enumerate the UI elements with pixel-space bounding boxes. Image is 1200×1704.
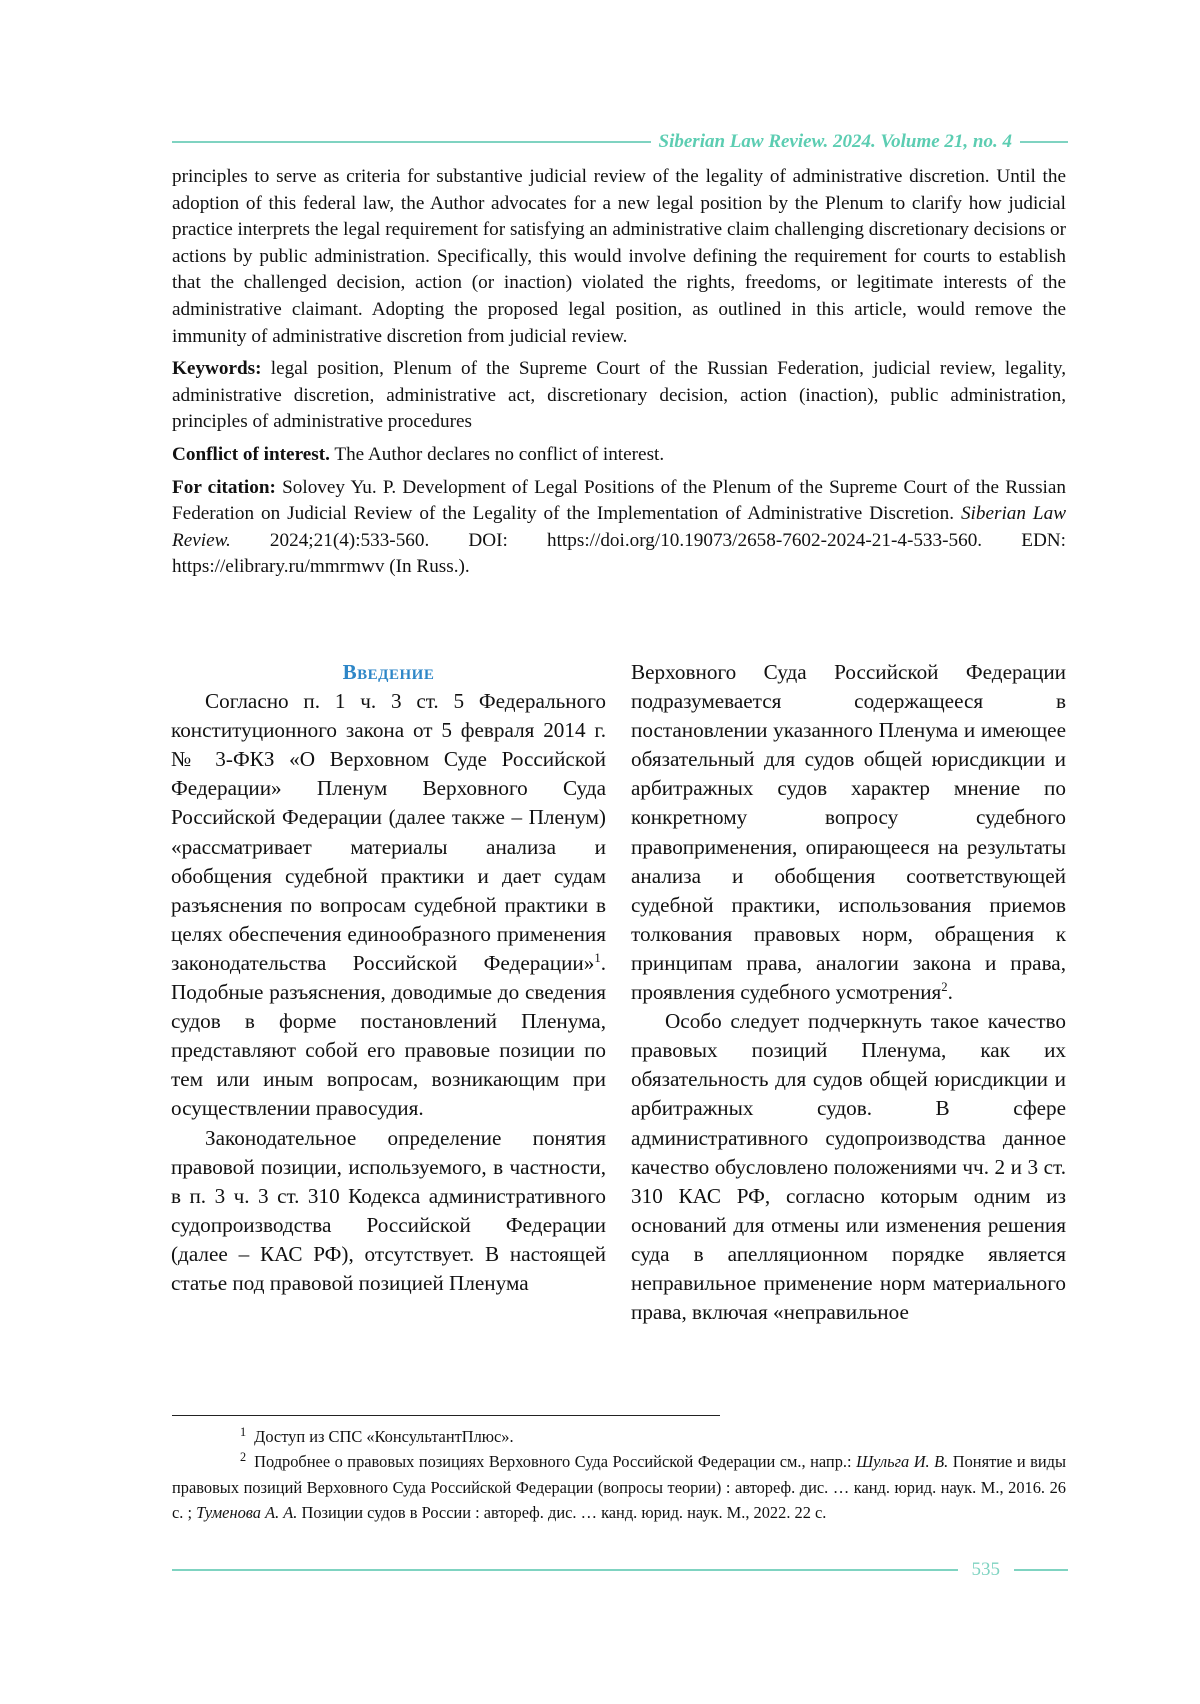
footnote-text: Позиции судов в России : автореф. дис. … канд. юрид. наук. М., 2022. 22 с. [297, 1503, 827, 1523]
footnote-divider [172, 1415, 720, 1416]
footnote-author: Туменова А. А. [196, 1503, 298, 1523]
right-paragraph-1: Верховного Суда Российской Федерации подразумевается содержащееся в постановлении указанного Пленума и имеющее обязательный для судов общей юрисдикции и арбитражных судов характер мнение по конкретному вопросу судебного правоприменения, опирающееся на результаты анализа и обобщения соответствующей судебной практики, использования приемов толкования правовых норм, обращения к принципам права, аналогии закона и права, проявления судебного усмотрения [631, 660, 1066, 1005]
left-column [171, 658, 606, 1298]
right-paragraph-1-tail: . [947, 980, 953, 1005]
abstract-block [172, 164, 1066, 581]
header-rule-left [172, 141, 651, 143]
footnote-text: Понятие и виды правовых позиций Верховного Суда Российской Федерации (вопросы теории) : автореф. дис. … канд. юрид. наук. М., 2016. 26 с. ; [172, 1452, 1066, 1523]
keywords [172, 356, 1066, 436]
left-paragraph-1: Согласно п. 1 ч. 3 ст. 5 Федерального конституционного закона от 5 февраля 2014 г. № 3-ФКЗ «О Верховном Суде Российской Федерации» Пленум Верховного Суда Российской Федерации (далее также – Пленум) «рассматривает материалы анализа и обобщения судебной практики и дает судам разъяснения по вопросам судебной практики в целях обеспечения единообразного применения законодательства Российской Федерации» [171, 689, 606, 975]
footnote-author: Шульга И. В. [856, 1452, 949, 1472]
citation-label: For citation: [172, 476, 276, 498]
paragraph [631, 658, 1066, 1007]
left-paragraph-2: Законодательное определение понятия правовой позиции, используемого, в частности, в п. 3 ч. 3 ст. 310 Кодекса административного судопроизводства Российской Федерации (далее – КАС РФ), отсутствует. В настоящей статье под правовой позицией Пленума [171, 1125, 606, 1295]
citation-journal: Siberian Law Review. [172, 503, 1066, 551]
footnote-ref-1[interactable]: 1 [594, 950, 601, 965]
journal-title: Siberian Law Review. 2024. Volume 21, no. 4 [658, 131, 1012, 152]
left-paragraph-1-tail: . Подобные разъяснения, доводимые до сведения судов в форме постановлений Пленума, представляют собой его правовые позиции по тем или иным вопросам, возникающим при осуществлении правосудия. [171, 950, 606, 1121]
abstract-text: principles to serve as criteria for substantive judicial review of the legality of administrative discretion. Until the adoption of this federal law, the Author advocates for a new legal position by the Plenum to clarify how judicial practice interprets the legal requirement for satisfying an administrative claim challenging discretionary decisions or actions by public administration. Specifically, this would involve defining the requirement for courts to establish that the challenged decision, action (or inaction) violated the rights, freedoms, or legitimate interests of the administrative claimant. Adopting the proposed legal position, as outlined in this article, would remove the immunity of administrative discretion from judicial review. [172, 166, 1066, 347]
footnotes [172, 1424, 1066, 1526]
right-paragraph-2: Особо следует подчеркнуть такое качество правовых позиций Пленума, как их обязательность для судов общей юрисдикции и арбитражных судов. В сфере административного судопроизводства данное качество обусловлено положениями чч. 2 и 3 ст. 310 КАС РФ, согласно которым одним из оснований для отмены или изменения решения суда в апелляционном порядке является неправильное применение норм материального права, включая «неправильное [631, 1009, 1066, 1325]
running-header [172, 128, 1068, 156]
page-number: 535 [971, 1559, 1000, 1580]
section-title: Введение [342, 660, 435, 684]
header-rule-right [1020, 141, 1068, 143]
footer-rule-left [172, 1569, 958, 1571]
conflict-of-interest [172, 442, 1066, 469]
keywords-label: Keywords: [172, 358, 262, 380]
right-column [631, 658, 1066, 1327]
citation-text-1: Solovey Yu. P. Development of Legal Positions of the Plenum of the Supreme Court of the Russian Federation on Judicial Review of the Legality of the Implementation of Administrative Discretion. [172, 476, 1066, 525]
footnote-2: 2 Подробнее о правовых позициях Верховного Суда Российской Федерации см., напр.: Шульга И. В. Понятие и виды правовых позиций Верховного Суда Российской Федерации (вопросы теории) : автореф. дис. … канд. юрид. наук. М., 2016. 26 с. ; Туменова А. А. Позиции судов в России : автореф. дис. … канд. юрид. наук. М., 2022. 22 с. [172, 1449, 1066, 1523]
footnote-text: Доступ из СПС «КонсультантПлюс». [254, 1427, 514, 1446]
citation-text-2: 2024;21(4):533-560. DOI: https://doi.org/10.19073/2658-7602-2024-21-4-533-560. EDN: https://elibrary.ru/mmrmwv (In Russ.). [172, 529, 1066, 578]
footnote-1: 1 Доступ из СПС «КонсультантПлюс». [240, 1424, 514, 1446]
paragraph [171, 687, 606, 1123]
footnote-ref-2[interactable]: 2 [941, 979, 948, 994]
footnote-text: Подробнее о правовых позициях Верховного Суда Российской Федерации см., напр.: [254, 1452, 857, 1472]
citation [172, 475, 1066, 581]
conflict-text: The Author declares no conflict of interest. [329, 443, 665, 465]
conflict-label: Conflict of interest. [172, 443, 330, 465]
page-footer [172, 1558, 1068, 1582]
footer-rule-right [1014, 1569, 1068, 1571]
keywords-text: legal position, Plenum of the Supreme Court of the Russian Federation, judicial review, legality, administrative discretion, administrative act, discretionary decision, action (inaction), public administration, principles of administrative procedures [172, 358, 1066, 433]
